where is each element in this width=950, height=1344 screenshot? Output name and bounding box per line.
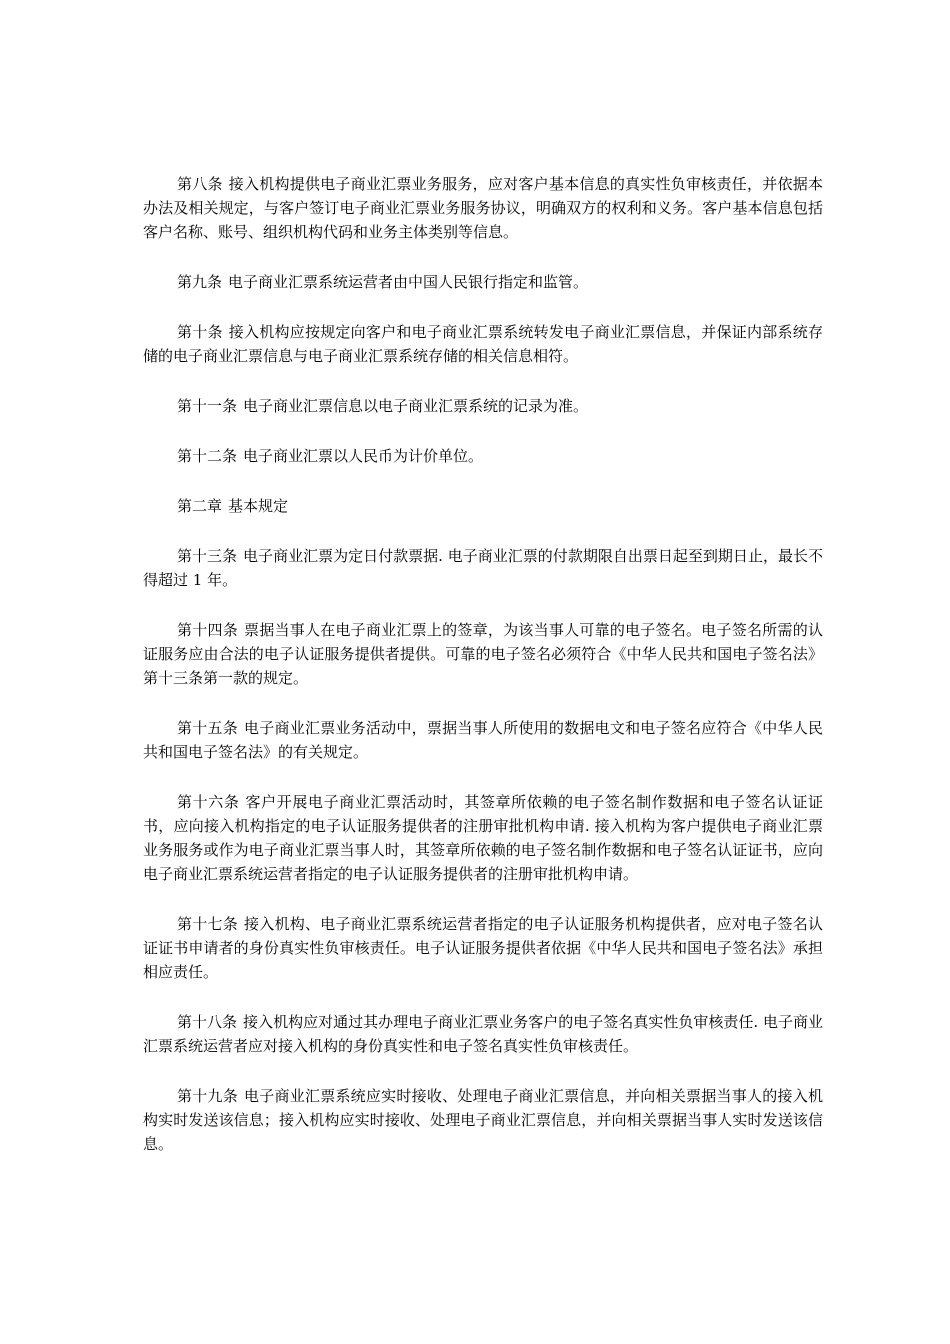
- article-text: 票据当事人在电子商业汇票上的签章，为该当事人可靠的电子签名。电子签名所需的认证服务应由合法的电子认证服务提供者提供。可靠的电子签名必须符合《中华人民共和国电子签名法》第十三条第一款的规定。: [143, 621, 823, 687]
- article-text: 电子商业汇票信息以电子商业汇票系统的记录为准。: [243, 397, 589, 415]
- chapter-title: 基本规定: [228, 497, 289, 515]
- article-text: 接入机构提供电子商业汇票业务服务，应对客户基本信息的真实性负审核责任，并依据本办法及相关规定，与客户签订电子商业汇票业务服务协议，明确双方的权利和义务。客户基本信息包括客户名称、账号、组织机构代码和业务主体类别等信息。: [143, 175, 823, 241]
- article-14: [143, 618, 823, 690]
- article-text: 电子商业汇票为定日付款票据. 电子商业汇票的付款期限自出票日起至到期日止，最长不得超过 1 年。: [143, 547, 823, 589]
- article-number: 第十五条: [177, 719, 238, 737]
- article-number: 第十七条: [177, 915, 238, 933]
- article-number: 第十九条: [177, 1087, 238, 1105]
- article-number: 第八条: [177, 175, 223, 193]
- article-number: 第十二条: [177, 447, 238, 465]
- article-text: 电子商业汇票系统应实时接收、处理电子商业汇票信息，并向相关票据当事人的接入机构实时发送该信息；接入机构应实时接收、处理电子商业汇票信息，并向相关票据当事人实时发送该信息。: [143, 1087, 823, 1153]
- article-13: [143, 544, 823, 592]
- article-17: [143, 912, 823, 984]
- article-11: [143, 394, 823, 418]
- article-text: 电子商业汇票业务活动中，票据当事人所使用的数据电文和电子签名应符合《中华人民共和国电子签名法》的有关规定。: [143, 719, 823, 761]
- article-16: [143, 790, 823, 886]
- article-number: 第十一条: [177, 397, 238, 415]
- article-19: [143, 1084, 823, 1156]
- article-8: [143, 172, 823, 244]
- article-text: 客户开展电子商业汇票活动时，其签章所依赖的电子签名制作数据和电子签名认证证书，应向接入机构指定的电子认证服务提供者的注册审批机构申请. 接入机构为客户提供电子商业汇票业务服务或作为电子商业汇票当事人时，其签章所依赖的电子签名制作数据和电子签名认证证书，应向电子商业汇票系统运营者指定的电子认证服务提供者的注册审批机构申请。: [143, 793, 823, 883]
- article-18: [143, 1010, 823, 1058]
- chapter-2-heading: [143, 494, 823, 518]
- article-9: [143, 270, 823, 294]
- article-10: [143, 320, 823, 368]
- article-number: 第九条: [177, 273, 223, 291]
- article-text: 接入机构、电子商业汇票系统运营者指定的电子认证服务机构提供者，应对电子签名认证证书申请者的身份真实性负审核责任。电子认证服务提供者依据《中华人民共和国电子签名法》承担相应责任。: [143, 915, 823, 981]
- article-text: 接入机构应按规定向客户和电子商业汇票系统转发电子商业汇票信息，并保证内部系统存储的电子商业汇票信息与电子商业汇票系统存储的相关信息相符。: [143, 323, 823, 365]
- article-text: 电子商业汇票系统运营者由中国人民银行指定和监管。: [228, 273, 589, 291]
- article-text: 接入机构应对通过其办理电子商业汇票业务客户的电子签名真实性负审核责任. 电子商业汇票系统运营者应对接入机构的身份真实性和电子签名真实性负审核责任。: [143, 1013, 823, 1055]
- article-12: [143, 444, 823, 468]
- article-number: 第十八条: [177, 1013, 238, 1031]
- article-number: 第十条: [177, 323, 223, 341]
- article-number: 第十四条: [177, 621, 238, 639]
- article-15: [143, 716, 823, 764]
- document-body: [143, 172, 823, 1182]
- chapter-number: 第二章: [177, 497, 223, 515]
- article-number: 第十三条: [177, 547, 238, 565]
- article-number: 第十六条: [177, 793, 240, 811]
- article-text: 电子商业汇票以人民币为计价单位。: [243, 447, 484, 465]
